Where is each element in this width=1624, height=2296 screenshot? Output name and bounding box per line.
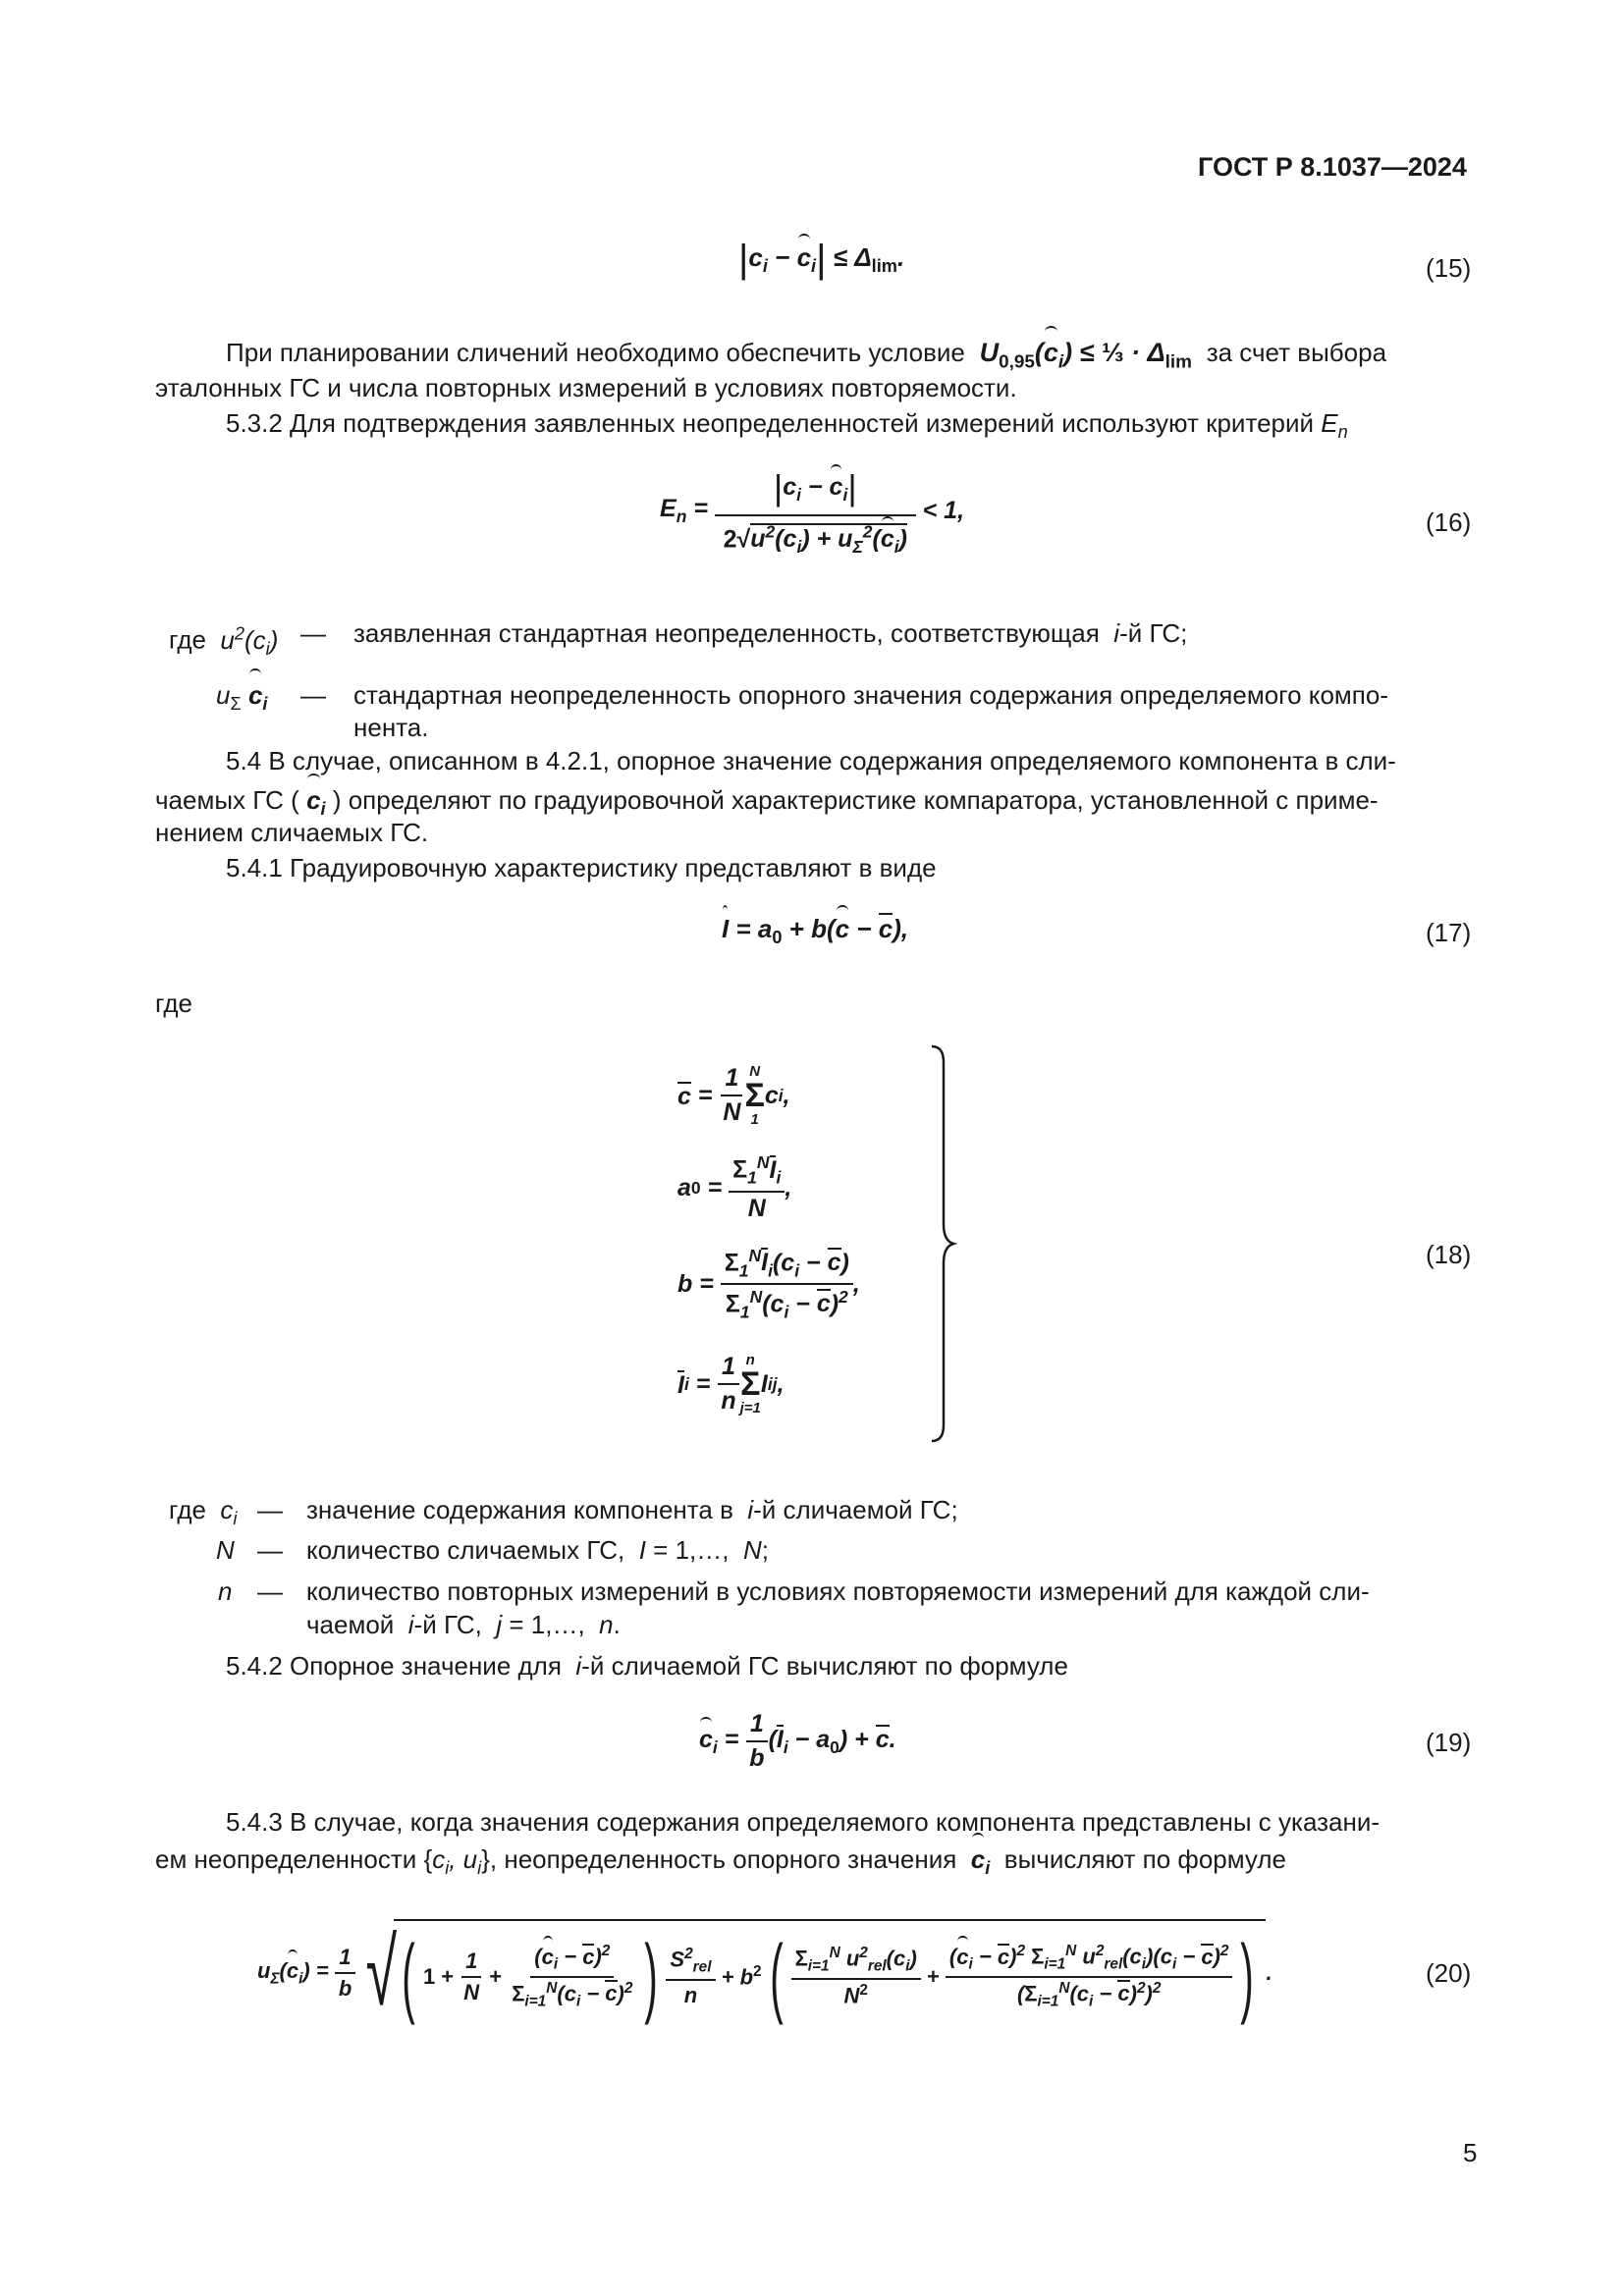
condition-formula: $U_{0,95}(c_i)$ ≤ ⅓ · $\Delta_{lim}$ <box>972 338 1199 367</box>
equation-18-brace <box>928 1042 957 1445</box>
where2-label: где <box>169 1495 206 1524</box>
paragraph-5-4-line2: чаемых ГС ( $c_i$ ) определяют по градуировочной характеристике компаратора, установленной с приме- <box>155 782 1379 827</box>
where-u2-label: где <box>169 624 206 655</box>
equation-number-20: (20) <box>1426 1958 1472 1988</box>
paragraph-5-4-1: 5.4.1 Градуировочную характеристику представляют в виде <box>226 853 937 882</box>
paragraph-planning-text-a: При планировании сличений необходимо обеспечить условие <box>226 338 965 367</box>
where-usigma-description-2: нента. <box>353 713 429 742</box>
where-u2-description: заявленная стандартная неопределенность, соответствующая i-й ГС; <box>353 618 1188 648</box>
page-number: 5 <box>1463 2138 1478 2167</box>
equation-number-19: (19) <box>1426 1728 1472 1757</box>
paragraph-5-3-2-text: 5.3.2 Для подтверждения заявленных неопределенностей измерений используют критерий <box>226 408 1315 438</box>
equation-18-b: b = $\frac{\Sigma_1^NI_i(c_i - c)}{\Sigma_1^N(c_i - c)^2}$ , <box>677 1245 860 1322</box>
paragraph-5-4-2: 5.4.2 Опорное значение для i-й сличаемой ГС вычисляют по формуле <box>226 1651 1068 1681</box>
paragraph-5-4-3-text-c: вычисляют по формуле <box>1003 1844 1286 1874</box>
where2-n-text-c: -й ГС, <box>413 1610 482 1639</box>
paragraph-5-4-2-text-b: -й сличаемой ГС вычисляют по формуле <box>581 1651 1068 1681</box>
equation-18-mean-I: I i = $\frac{1}{n}$ n Σ j=1 I ij , <box>677 1352 785 1416</box>
paragraph-5-4-3-text-b: }, неопределенность опорного значения <box>481 1844 957 1874</box>
where2-n-text-b: чаемой <box>306 1610 395 1639</box>
equation-number-18: (18) <box>1426 1240 1472 1269</box>
equation-19: $c_i$ = $\frac{1}{b}$ $(I_i - a_0) + c$. <box>699 1710 896 1772</box>
where2-n-text-d: = 1,…, <box>509 1610 585 1639</box>
paragraph-5-4-3-line1: 5.4.3 В случае, когда значения содержания определяемого компонента представлены с указани- <box>226 1807 1380 1837</box>
where2-N-dash: — <box>257 1535 283 1565</box>
paragraph-5-4-line1: 5.4 В случае, описанном в 4.2.1, опорное значение содержания определяемого компонента в сли- <box>226 746 1396 775</box>
equation-number-17: (17) <box>1426 918 1472 947</box>
where2-n-description: количество повторных измерений в условиях повторяемости измерений для каждой сли- <box>306 1576 1370 1606</box>
equation-17: $I = a_0 + b(c - c)$, <box>722 914 909 948</box>
equation-20: $u_\Sigma(c_i)$ = $\frac{1}{b}$ √ ( 1 + $\frac{1}{N}$ + $\frac{(c_i - c)^2}{\Sigma_{i=1}^N(c_i - c)^2}$ ) $\frac{S^2_{rel}}{n}$ + $b^2$ ( $\frac{\Sigma_{i=1}^N u^2_{rel}(c_i)}{N^2}$ + $\frac{(c_i - c)^2 \Sigma_{i=1}^N u^2_{rel}(c_i)(c_i - c)^2}{(\Sigma_{i=1}^N(c_i - c)^2)^2}$ ) . <box>257 1920 1272 2026</box>
paragraph-planning-text-b: за счет выбора <box>1206 338 1387 367</box>
where-u2-line: где $u^2(c_i)$ <box>169 623 279 659</box>
where-usigma-symbol: $u_\Sigma$ $c_i$ <box>216 677 267 721</box>
equation-16: $E_n$ = $\frac{|c_i - c_i|}{2√u^2(c_i) + u_\Sigma^2(c_i)}$ < 1, <box>660 463 964 558</box>
paragraph-5-4-line3: нением сличаемых ГС. <box>155 818 429 847</box>
equation-number-15: (15) <box>1426 253 1472 283</box>
where2-N-text-b: = 1,…, <box>653 1535 730 1565</box>
where-usigma-description: стандартная неопределенность опорного значения содержания определяемого компо- <box>353 680 1388 710</box>
where2-n-dash: — <box>257 1576 283 1606</box>
where2-ci-line: где $c_i$ <box>169 1495 238 1529</box>
paragraph-planning-line2: эталонных ГС и числа повторных измерений в условиях повторяемости. <box>155 373 1017 402</box>
where2-ci-text-a: значение содержания компонента в <box>306 1495 733 1524</box>
where2-ci-description: значение содержания компонента в i-й сличаемой ГС; <box>306 1495 958 1524</box>
where2-n-symbol: n <box>218 1576 233 1606</box>
where2-n-description-2: чаемой i-й ГС, j = 1,…, n. <box>306 1610 621 1639</box>
where2-N-symbol: N <box>216 1535 235 1565</box>
where2-ci-text-b: -й сличаемой ГС; <box>753 1495 958 1524</box>
where-usigma-dash: — <box>300 680 326 710</box>
paragraph-5-4-3-line2: ем неопределенности {$c_i$, $u_i$}, неопределенность опорного значения $c_i$ вычисляют по формуле <box>155 1842 1286 1886</box>
where2-ci-dash: — <box>257 1495 283 1524</box>
paragraph-5-3-2: 5.3.2 Для подтверждения заявленных неопределенностей измерений используют критерий $E_n$ <box>226 408 1348 443</box>
equation-18-mean-c: c = $\frac{1}{N}$ N Σ 1 c i , <box>677 1063 790 1128</box>
document-header: ГОСТ Р 8.1037—2024 <box>1198 152 1467 182</box>
where-u2-dash: — <box>300 618 326 648</box>
paragraph-5-4-text-a: чаемых ГС ( <box>155 785 299 815</box>
paragraph-5-4-text-b: ) определяют по градуировочной характеристике компаратора, установленной с приме- <box>332 785 1379 815</box>
where2-N-description: количество сличаемых ГС, I = 1,…, N; <box>306 1535 769 1565</box>
where2-N-text-a: количество сличаемых ГС, <box>306 1535 625 1565</box>
where-u2-text-a: заявленная стандартная неопределенность, соответствующая <box>353 618 1100 648</box>
paragraph-5-4-2-text-a: 5.4.2 Опорное значение для <box>226 1651 562 1681</box>
equation-18-a0: a 0 = $\frac{\Sigma_1^NI_i}{N}$ , <box>677 1152 792 1222</box>
where-label: где <box>155 988 192 1018</box>
equation-number-16: (16) <box>1426 507 1472 537</box>
where-u2-text-b: -й ГС; <box>1119 618 1188 648</box>
equation-15: $|c_i - c_i| \le \Delta_{lim}$. <box>738 238 905 281</box>
paragraph-5-4-3-text-a: ем неопределенности { <box>155 1844 433 1874</box>
